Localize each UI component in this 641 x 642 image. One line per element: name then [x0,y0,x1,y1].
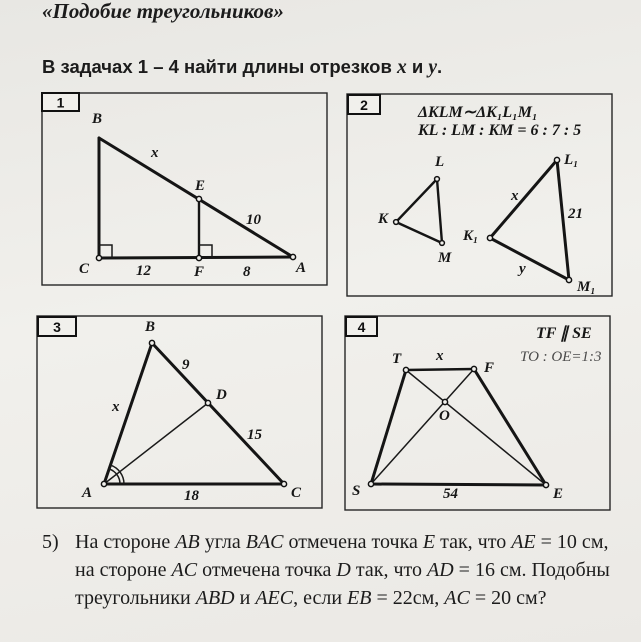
vertex-label-L1: L₁ [564,152,579,168]
text-run-italic: AE [511,531,536,553]
text-run-italic: EB [347,587,372,609]
vertex-label-K: K [378,211,389,227]
problem-1 [42,93,327,285]
length-label-L1M1: 21 [568,206,583,222]
vertex-label-T: T [392,351,402,367]
text-run-italic: E [422,531,436,553]
segment-KL [396,179,437,222]
text-run: так, что [435,531,512,553]
text-run: и [234,587,256,609]
problem-4-number: 4 [357,319,366,335]
length-label-EA: 10 [246,212,261,228]
problem-1-number: 1 [56,94,65,111]
vertex-dot-T [403,367,408,372]
vertex-dot-F [196,255,201,260]
problem-2-number: 2 [360,97,368,113]
text-run-italic: AD [427,559,454,581]
task-text [75,528,637,612]
segment-KM [396,222,442,243]
instruction-run: В задачах 1 – 4 найти длины отрезков [42,56,397,77]
text-run: = 16 см. Подобны [453,559,610,581]
instruction-run: . [437,56,443,77]
vertex-dot-M [440,241,445,246]
problem-3 [37,316,322,508]
vertex-label-K1: K₁ [463,228,479,244]
problem-4-frame [345,316,610,510]
length-label-AC: 18 [184,488,199,504]
segment-SE [371,484,546,485]
vertex-label-E: E [195,178,206,194]
vertex-dot-L1 [554,157,559,162]
vertex-dot-A [101,481,106,486]
text-run-italic: D [336,559,351,581]
vertex-label-D: D [216,387,227,403]
vertex-dot-K [394,220,399,225]
vertex-dot-S [368,481,373,486]
text-run-italic: BAC [245,531,284,553]
vertex-label-C: C [79,261,90,277]
vertex-label-M1: M₁ [577,279,596,295]
length-label-BE: x [151,145,159,161]
segment-TF [406,369,474,370]
text-run: = 10 см, [535,531,609,553]
text-run: На стороне [75,531,176,553]
instruction-run: и [406,56,429,77]
text-run-italic: ABD [195,587,235,609]
diagonal-TE [406,370,546,485]
vertex-label-A: A [82,485,93,501]
vertex-dot-A [290,254,295,259]
vertex-label-B: B [92,111,103,127]
length-label-AB: x [112,399,120,415]
task-line-2 [75,556,637,584]
text-run: так, что [350,559,427,581]
similarity-statement: ΔKLM∼ΔK₁L₁M₁ [418,104,538,121]
text-run: = 22см, [371,587,445,609]
text-run: , если [293,587,348,609]
text-run-italic: AEC [255,587,294,609]
ratio-statement: TO : OE=1:3 [520,349,602,365]
segment-K1L1 [490,160,557,238]
text-run: на стороне [75,559,172,581]
vertex-label-S: S [352,483,361,499]
vertex-dot-O [442,399,447,404]
problem-2 [347,94,612,296]
task-line-3 [75,584,637,612]
vertex-dot-M1 [566,277,571,282]
length-label-K1L1: x [511,188,519,204]
length-label-BD: 9 [182,357,190,373]
length-label-DC: 15 [247,427,262,443]
segment-K1M1 [490,238,569,280]
diagonal-FS [371,369,474,484]
vertex-dot-B [149,340,154,345]
vertex-dot-K1 [487,235,492,240]
segment-FE [474,369,546,485]
vertex-label-E: E [553,486,564,502]
vertex-label-O: O [439,408,450,424]
vertex-dot-D [205,400,210,405]
page-title: «Подобие треугольников» [42,0,284,23]
text-run: отмечена точка [197,559,337,581]
vertex-label-L: L [435,154,445,170]
vertex-dot-C [96,255,101,260]
vertex-label-B: B [145,319,156,335]
text-run-italic: AC [171,559,198,581]
segment-LM [437,179,442,243]
vertex-label-M: M [438,250,452,266]
length-label-FA: 8 [243,264,251,280]
text-run: угла [199,531,246,553]
problem-4 [345,316,610,510]
vertex-dot-F [471,366,476,371]
task-number: 5) [42,531,59,553]
vertex-dot-L [435,177,440,182]
text-run: отмечена точка [283,531,423,553]
length-label-K1M1: y [519,261,526,277]
text-run-italic: AB [175,531,200,553]
vertex-dot-C [281,481,286,486]
text-run: = 20 см? [469,587,547,609]
instruction-var-x: x [396,57,407,78]
vertex-label-C: C [291,485,302,501]
length-label-SE: 54 [443,486,458,502]
vertex-dot-E [196,196,201,201]
segment-TS [371,370,406,484]
problem-3-number: 3 [53,319,61,335]
vertex-label-F: F [194,264,205,280]
task-line-1 [75,528,637,556]
segment-BC [152,343,284,484]
vertex-label-A: A [296,260,307,276]
length-label-TF: x [436,348,444,364]
parallel-statement: TF ∥ SE [536,325,592,342]
task-5 [42,528,638,618]
text-run: треугольники [75,587,196,609]
ratio-statement: KL : LM : KM = 6 : 7 : 5 [418,122,582,139]
vertex-dot-E [543,482,548,487]
length-label-CF: 12 [136,263,151,279]
text-run-italic: AC [444,587,470,609]
segment-BA [99,138,293,257]
vertex-label-F: F [484,360,495,376]
instruction-var-y: y [428,57,438,78]
